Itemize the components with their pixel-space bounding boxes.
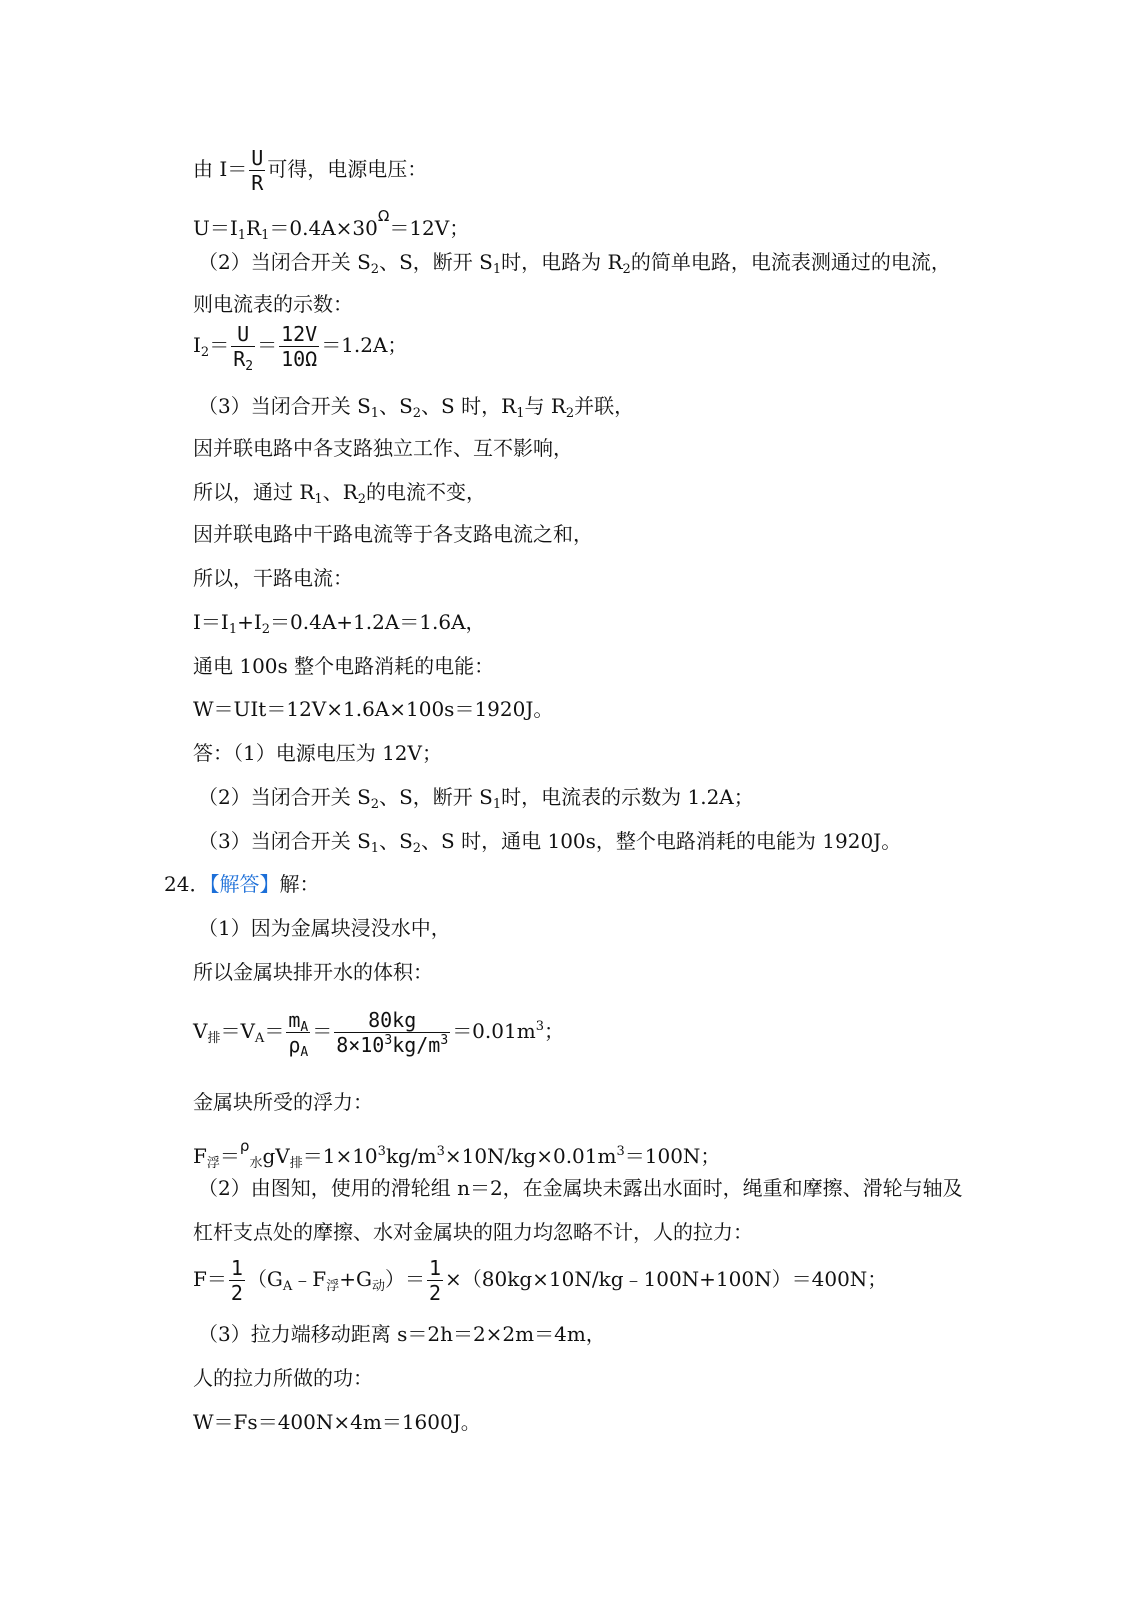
text: ＝100N； bbox=[624, 1144, 721, 1168]
text: R bbox=[246, 216, 262, 240]
subscript: 1 bbox=[228, 622, 238, 637]
fraction bbox=[279, 322, 319, 371]
text: 的简单电路，电流表测通过的电流， bbox=[630, 250, 951, 274]
subscript: 排 bbox=[207, 1031, 221, 1046]
solution-line-current-i2 bbox=[193, 322, 408, 374]
subscript: 1 bbox=[492, 797, 502, 812]
solution-line: 通电 100s 整个电路消耗的电能： bbox=[193, 654, 495, 678]
subscript: A bbox=[282, 1279, 293, 1294]
subscript: 1 bbox=[261, 228, 270, 243]
superscript: 3 bbox=[616, 1144, 625, 1159]
text: 、S，断开 S bbox=[379, 785, 493, 809]
solution-line-energy: W＝UIt＝12V×1.6A×100s＝1920J。 bbox=[193, 697, 554, 721]
fraction bbox=[427, 1256, 443, 1305]
solution-line: （3）拉力端移动距离 s＝2h＝2×2m＝4m， bbox=[198, 1322, 606, 1346]
text: F bbox=[193, 1144, 207, 1168]
text: ＝ bbox=[219, 1144, 240, 1168]
text: 、R bbox=[322, 480, 358, 504]
superscript: 3 bbox=[440, 1033, 449, 1048]
text: 、S 时，R bbox=[421, 394, 517, 418]
solution-line bbox=[193, 480, 487, 507]
solution-line-voltage bbox=[193, 204, 470, 243]
answer-line bbox=[198, 829, 902, 856]
text: ＝0.4A×30 bbox=[269, 216, 378, 240]
text: ×10N/kg×0.01m bbox=[444, 1144, 617, 1168]
solution-line-total-current bbox=[193, 610, 486, 637]
text: ＝12V； bbox=[389, 216, 470, 240]
text: ＝ bbox=[257, 333, 278, 357]
text: ×（80kg×10N/kg﹣100N+100N）＝400N； bbox=[445, 1267, 888, 1291]
subscript: A bbox=[300, 1045, 309, 1060]
fraction-numerator: U bbox=[251, 146, 264, 170]
subscript: 2 bbox=[370, 262, 380, 277]
text: U＝I bbox=[193, 216, 238, 240]
solution-line-buoyancy bbox=[193, 1134, 721, 1171]
text: 与 R bbox=[524, 394, 566, 418]
question-number: 24． bbox=[164, 872, 210, 896]
text: ＝ bbox=[264, 1019, 285, 1043]
text: +I bbox=[237, 610, 262, 634]
subscript: 2 bbox=[357, 492, 367, 507]
solution-line-part2-intro bbox=[198, 250, 951, 277]
solution-line: 因并联电路中干路电流等于各支路电流之和， bbox=[193, 522, 593, 546]
subscript: 排 bbox=[289, 1156, 303, 1171]
fraction-numerator bbox=[286, 1008, 310, 1033]
subscript: 水 bbox=[249, 1156, 263, 1171]
subscript: 2 bbox=[412, 406, 422, 421]
subscript: 1 bbox=[492, 262, 502, 277]
text: 时，电流表的示数为 1.2A； bbox=[501, 785, 754, 809]
text: 并联， bbox=[574, 394, 635, 418]
subscript: 1 bbox=[370, 841, 380, 856]
fraction-numerator: 80kg bbox=[334, 1008, 450, 1033]
text: 的电流不变， bbox=[366, 480, 487, 504]
subscript: 浮 bbox=[326, 1279, 340, 1294]
subscript: 2 bbox=[370, 797, 380, 812]
text: F＝ bbox=[193, 1267, 227, 1291]
text: V bbox=[193, 1019, 208, 1043]
text: gV bbox=[262, 1144, 290, 1168]
text: kg/m bbox=[385, 1144, 437, 1168]
text: I bbox=[193, 333, 201, 357]
text: ； bbox=[543, 1019, 564, 1043]
answer-line bbox=[198, 785, 754, 812]
fraction bbox=[286, 1008, 310, 1060]
solution-line: 所以，干路电流： bbox=[193, 566, 353, 590]
solution-line: 杠杆支点处的摩擦、水对金属块的阻力均忽略不计，人的拉力： bbox=[193, 1220, 753, 1244]
text: I＝I bbox=[193, 610, 229, 634]
subscript: 2 bbox=[565, 406, 575, 421]
fraction-numerator: 1 bbox=[230, 1256, 243, 1280]
fraction-denominator: 10Ω bbox=[281, 347, 318, 371]
fraction bbox=[229, 1256, 245, 1305]
text: ＝1×10 bbox=[302, 1144, 378, 1168]
solution-line-work: W＝Fs＝400N×4m＝1600J。 bbox=[193, 1410, 481, 1434]
answer-tag: 【解答】 bbox=[209, 872, 280, 896]
fraction-denominator bbox=[231, 347, 255, 374]
superscript: 3 bbox=[384, 1033, 393, 1048]
fraction-denominator: 2 bbox=[230, 1281, 243, 1305]
text: ＝0.4A+1.2A＝1.6A， bbox=[270, 610, 486, 634]
solution-line: 金属块所受的浮力： bbox=[193, 1090, 373, 1114]
fraction-numerator: U bbox=[231, 322, 255, 347]
solution-line-pull-force bbox=[193, 1256, 887, 1305]
text: ＝0.01m bbox=[452, 1019, 536, 1043]
subscript: 2 bbox=[622, 262, 631, 277]
fraction bbox=[334, 1008, 450, 1057]
subscript: 1 bbox=[516, 406, 525, 421]
text: m bbox=[288, 1008, 301, 1032]
text: 、S，断开 S bbox=[379, 250, 493, 274]
omega-symbol: Ω bbox=[377, 207, 390, 225]
text: 可得，电源电压： bbox=[267, 157, 428, 181]
subscript: A bbox=[254, 1031, 265, 1046]
text: （G bbox=[246, 1267, 283, 1291]
solution-line: （2）由图知，使用的滑轮组 n＝2，在金属块未露出水面时，绳重和摩擦、滑轮与轴及 bbox=[198, 1176, 963, 1200]
text: （2）当闭合开关 S bbox=[198, 250, 371, 274]
text: ＝ bbox=[209, 333, 230, 357]
subscript: 2 bbox=[200, 345, 210, 360]
text: ＝1.2A； bbox=[321, 333, 408, 357]
subscript: 1 bbox=[314, 492, 323, 507]
text: （3）当闭合开关 S bbox=[198, 394, 371, 418]
fraction-denominator: 2 bbox=[428, 1281, 442, 1305]
subscript: A bbox=[300, 1020, 309, 1035]
fraction-numerator: 12V bbox=[281, 322, 318, 346]
solution-line: 人的拉力所做的功： bbox=[193, 1366, 373, 1390]
text: 、S 时，通电 100s，整个电路消耗的电能为 1920J。 bbox=[421, 829, 902, 853]
subscript: 2 bbox=[261, 622, 271, 637]
text: 、S bbox=[379, 829, 413, 853]
solution-line-volume bbox=[193, 1008, 564, 1060]
subscript: 动 bbox=[371, 1279, 385, 1294]
text: R bbox=[233, 347, 246, 371]
text: ﹣F bbox=[292, 1267, 327, 1291]
text: 、S bbox=[379, 394, 413, 418]
text: 所以，通过 R bbox=[193, 480, 315, 504]
fraction-denominator: R bbox=[251, 171, 264, 195]
fraction-denominator bbox=[286, 1033, 310, 1060]
text: 解： bbox=[279, 872, 320, 896]
subscript: 2 bbox=[412, 841, 422, 856]
text: 时，电路为 R bbox=[501, 250, 623, 274]
question-24-header bbox=[164, 872, 319, 896]
subscript: 1 bbox=[237, 228, 247, 243]
answer-line: 答：（1）电源电压为 12V； bbox=[193, 741, 442, 765]
solution-line: 则电流表的示数： bbox=[193, 292, 353, 316]
subscript: 1 bbox=[370, 406, 380, 421]
text: （2）当闭合开关 S bbox=[198, 785, 371, 809]
solution-line-ohms-law bbox=[193, 146, 427, 195]
fraction bbox=[249, 146, 265, 195]
superscript: 3 bbox=[377, 1144, 386, 1159]
text: ）＝ bbox=[384, 1267, 425, 1291]
solution-line: 所以金属块排开水的体积： bbox=[193, 960, 433, 984]
rho-symbol: ρ bbox=[239, 1137, 250, 1155]
fraction-numerator: 1 bbox=[428, 1256, 442, 1280]
solution-line: （1）因为金属块浸没水中， bbox=[198, 916, 451, 940]
text: kg/m bbox=[392, 1033, 441, 1057]
text: 8×10 bbox=[336, 1033, 385, 1057]
fraction-denominator bbox=[334, 1033, 450, 1057]
fraction bbox=[231, 322, 255, 374]
subscript: 2 bbox=[245, 359, 254, 374]
text: ＝ bbox=[312, 1019, 333, 1043]
superscript: 3 bbox=[535, 1019, 544, 1034]
subscript: 浮 bbox=[206, 1156, 220, 1171]
solution-line-part3-intro bbox=[198, 394, 635, 421]
text: +G bbox=[339, 1267, 372, 1291]
solution-line: 因并联电路中各支路独立工作、互不影响， bbox=[193, 436, 573, 460]
text: 由 I＝ bbox=[193, 157, 248, 181]
text: （3）当闭合开关 S bbox=[198, 829, 371, 853]
superscript: 3 bbox=[436, 1144, 445, 1159]
text: ＝V bbox=[220, 1019, 255, 1043]
text: ρ bbox=[288, 1033, 301, 1057]
